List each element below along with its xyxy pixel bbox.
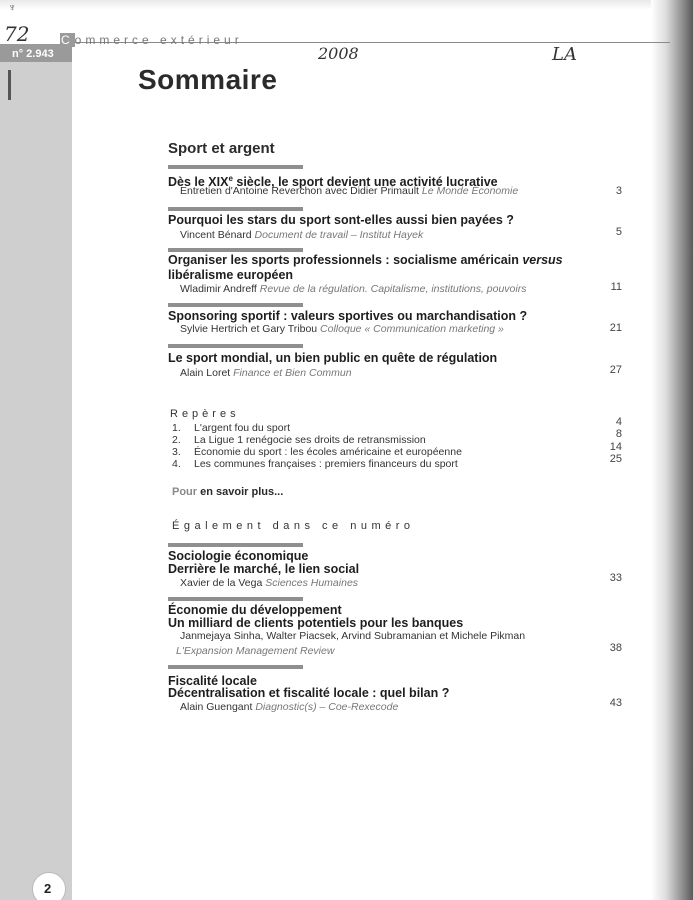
article-title[interactable]: Organiser les sports professionnels : socialisme américain versus libéralisme européen [168,253,563,282]
reperes-page: 14 [609,441,622,453]
reperes-page: 25 [609,453,622,465]
article-source: Revue de la régulation. Capitalisme, institutions, pouvoirs [259,283,527,295]
issue-number: n° 2.943 [12,48,54,60]
article-divider [168,543,303,547]
article-title[interactable]: Un milliard de clients potentiels pour les banques [168,616,464,630]
article-page: 33 [609,572,622,584]
section-title: Sport et argent [168,140,275,157]
article-source: Sciences Humaines [265,577,359,589]
handwritten-year: 2008 [318,44,359,63]
article-authors: Wladimir Andreff Revue de la régulation. Capitalisme, institutions, pouvoirs [180,283,527,295]
article-page: 27 [609,364,622,376]
handwritten-initials: LA [552,44,577,65]
article-rubric: Économie du développement [168,603,342,617]
article-divider [168,303,303,307]
article-page: 3 [615,185,622,197]
article-source: Document de travail – Institut Hayek [254,229,424,241]
article-title[interactable]: Décentralisation et fiscalité locale : quel bilan ? [168,686,450,700]
article-title[interactable]: Dès le XIXe siècle, le sport devient une activité lucrative [168,174,498,190]
article-authors: Vincent Bénard Document de travail – Institut Hayek [180,229,424,241]
handwritten-corner-number: 72 [4,22,30,46]
article-page: 11 [610,281,622,293]
article-source: Finance et Bien Commun [233,367,352,379]
article-authors: Sylvie Hertrich et Gary Tribou Colloque « Communication marketing » [180,323,504,335]
article-title[interactable]: Derrière le marché, le lien social [168,562,360,576]
binding-shadow [651,0,693,900]
reperes-item[interactable]: 4. Les communes françaises : premiers financeurs du sport [172,458,458,470]
article-title[interactable]: Sponsoring sportif : valeurs sportives ou marchandisation ? [168,309,528,323]
magazine-title-rest: ommerce extérieur [74,33,243,47]
article-authors: Alain Loret Finance et Bien Commun [180,367,352,379]
article-page: 5 [615,226,622,238]
article-rubric: Fiscalité locale [168,674,257,688]
article-divider [168,248,303,252]
article-source: Le Monde Économie [421,185,519,197]
article-page: 38 [609,642,622,654]
article-title[interactable]: Pourquoi les stars du sport sont-elles aussi bien payées ? [168,213,514,227]
also-in-issue-title: Également dans ce numéro [172,520,415,532]
article-authors: Xavier de la Vega Sciences Humaines [180,577,359,589]
article-source: L'Expansion Management Review [176,645,335,657]
article-page: 21 [609,322,622,334]
more-info-link[interactable]: Pour en savoir plus... [172,486,284,498]
article-divider [168,207,303,211]
article-rubric: Sociologie économique [168,549,309,563]
article-authors: Alain Guengant Diagnostic(s) – Coe-Rexecode [180,701,399,713]
magazine-title [60,33,243,47]
corner-scribble-icon: ♆ [8,2,17,14]
article-source: Diagnostic(s) – Coe-Rexecode [255,701,399,713]
reperes-item[interactable]: 3. Économie du sport : les écoles américaine et européenne [172,446,462,458]
page-number: 2 [44,881,52,896]
reperes-page: 4 [615,416,622,428]
article-title[interactable]: Le sport mondial, un bien public en quête de régulation [168,351,498,365]
article-authors: Entretien d'Antoine Reverchon avec Didier Primault Le Monde Économie [180,185,519,197]
margin-mark [8,70,11,100]
left-margin-band [0,44,72,900]
article-source: Colloque « Communication marketing » [320,323,504,335]
magazine-title-initial: C [61,33,74,47]
page-title: Sommaire [138,64,278,95]
page-number-badge [32,872,66,900]
article-authors: Janmejaya Sinha, Walter Piacsek, Arvind Subramanian et Michele Pikman [180,630,526,642]
reperes-title: Repères [170,408,240,420]
reperes-item[interactable]: 2. La Ligue 1 renégocie ses droits de retransmission [172,434,426,446]
reperes-item[interactable]: 1. L'argent fou du sport [172,422,290,434]
article-divider [168,165,303,169]
article-divider [168,597,303,601]
article-divider [168,344,303,348]
reperes-page: 8 [615,428,622,440]
article-page: 43 [609,697,622,709]
top-shadow [0,0,693,10]
article-divider [168,665,303,669]
